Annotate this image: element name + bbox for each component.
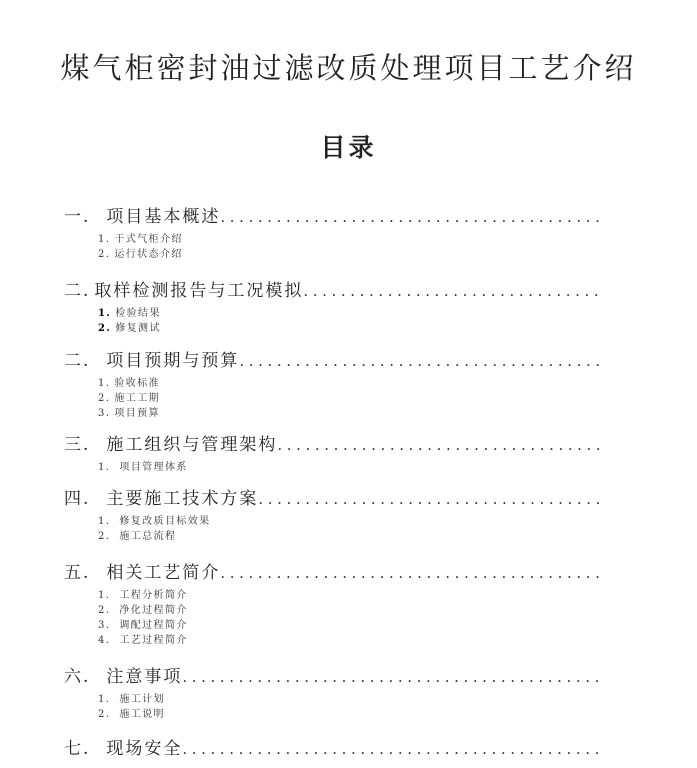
- dot-leader: [277, 433, 604, 457]
- subentry-label: 检验结果: [115, 308, 161, 319]
- section-label: 注意事项: [106, 667, 183, 687]
- subentry-number: 1.: [98, 308, 112, 319]
- toc-subentry[interactable]: [98, 306, 604, 321]
- sub-list: [64, 232, 604, 262]
- document-title: 煤气柜密封油过滤改质处理项目工艺介绍: [60, 51, 637, 85]
- section-label: 现场安全: [106, 739, 183, 759]
- sub-list: [64, 376, 604, 421]
- subentry-label: 修复改质目标效果: [119, 516, 211, 527]
- toc-entry[interactable]: [64, 205, 604, 229]
- dot-leader: [220, 205, 604, 229]
- section-number: 一.: [64, 207, 91, 227]
- subentry-label: 验收标准: [114, 378, 160, 389]
- dot-leader: [220, 561, 604, 585]
- toc-entry[interactable]: [64, 665, 604, 689]
- toc-subentry[interactable]: [98, 406, 604, 421]
- section-label: 取样检测报告与工况模拟: [94, 281, 304, 301]
- section-number: 二.: [64, 281, 91, 301]
- dot-leader: [182, 737, 604, 761]
- subentry-number: 4.: [98, 635, 111, 646]
- toc-subentry[interactable]: [98, 692, 604, 707]
- toc-subentry[interactable]: [98, 321, 604, 336]
- toc-subentry[interactable]: [98, 247, 604, 262]
- section-number: 五.: [64, 563, 91, 583]
- subentry-number: 2.: [98, 323, 112, 334]
- subentry-number: 2.: [98, 531, 111, 542]
- toc-subentry[interactable]: [98, 376, 604, 391]
- toc-section: [64, 737, 604, 767]
- toc-section: [64, 349, 604, 433]
- section-label: 主要施工技术方案: [106, 489, 259, 509]
- toc-subentry[interactable]: [98, 603, 604, 618]
- toc-subentry[interactable]: [98, 588, 604, 603]
- section-label: 施工组织与管理架构: [106, 435, 278, 455]
- subentry-number: 1.: [98, 378, 111, 389]
- subentry-label: 调配过程简介: [119, 620, 188, 631]
- subentry-number: 1.: [98, 234, 111, 245]
- section-number: 六.: [64, 667, 91, 687]
- toc-subentry[interactable]: [98, 232, 604, 247]
- toc-subentry[interactable]: [98, 391, 604, 406]
- toc-subentry[interactable]: [98, 707, 604, 722]
- dot-leader: [303, 279, 604, 303]
- subentry-number: 1.: [98, 462, 111, 473]
- section-number: 三.: [64, 435, 91, 455]
- subentry-number: 1.: [98, 590, 111, 601]
- subentry-label: 施工总流程: [119, 531, 177, 542]
- subentry-label: 施工工期: [114, 393, 160, 404]
- toc-subentry[interactable]: [98, 460, 604, 475]
- subentry-label: 干式气柜介绍: [114, 234, 183, 245]
- toc-section: [64, 561, 604, 665]
- subentry-number: 1.: [98, 516, 111, 527]
- toc-section: [64, 665, 604, 737]
- subentry-number: 3.: [98, 408, 111, 419]
- sub-list: [64, 460, 604, 475]
- subentry-number: 1.: [98, 694, 111, 705]
- toc-section: [64, 433, 604, 487]
- subentry-number: 2.: [98, 605, 111, 616]
- toc-entry[interactable]: [64, 433, 604, 457]
- toc-subentry[interactable]: [98, 618, 604, 633]
- dot-leader: [239, 349, 604, 373]
- sub-list: [64, 306, 604, 336]
- subentry-label: 工程分析简介: [119, 590, 188, 601]
- subentry-number: 2.: [98, 709, 111, 720]
- subentry-label: 项目预算: [114, 408, 160, 419]
- section-number: 七.: [64, 739, 91, 759]
- dot-leader: [182, 665, 604, 689]
- toc-heading: 目录: [320, 133, 377, 162]
- subentry-label: 项目管理体系: [119, 462, 188, 473]
- section-label: 项目预期与预算: [106, 351, 240, 371]
- subentry-number: 2.: [98, 249, 111, 260]
- section-label: 项目基本概述: [106, 207, 221, 227]
- subentry-label: 运行状态介绍: [114, 249, 183, 260]
- sub-list: [64, 692, 604, 722]
- toc-section: [64, 279, 604, 349]
- dot-leader: [258, 487, 604, 511]
- sub-list: [64, 514, 604, 544]
- toc-entry[interactable]: [64, 737, 604, 761]
- subentry-label: 净化过程简介: [119, 605, 188, 616]
- subentry-label: 修复测试: [115, 323, 161, 334]
- subentry-number: 3.: [98, 620, 111, 631]
- table-of-contents: [64, 205, 604, 767]
- toc-entry[interactable]: [64, 487, 604, 511]
- toc-subentry[interactable]: [98, 529, 604, 544]
- toc-section: [64, 205, 604, 279]
- subentry-number: 2.: [98, 393, 111, 404]
- subentry-label: 施工说明: [119, 709, 165, 720]
- section-number: 二.: [64, 351, 91, 371]
- toc-subentry[interactable]: [98, 514, 604, 529]
- toc-section: [64, 487, 604, 561]
- sub-list: [64, 588, 604, 648]
- toc-subentry[interactable]: [98, 633, 604, 648]
- subentry-label: 工艺过程简介: [119, 635, 188, 646]
- toc-entry[interactable]: [64, 279, 604, 303]
- subentry-label: 施工计划: [119, 694, 165, 705]
- section-number: 四.: [64, 489, 91, 509]
- toc-entry[interactable]: [64, 349, 604, 373]
- toc-entry[interactable]: [64, 561, 604, 585]
- section-label: 相关工艺简介: [106, 563, 221, 583]
